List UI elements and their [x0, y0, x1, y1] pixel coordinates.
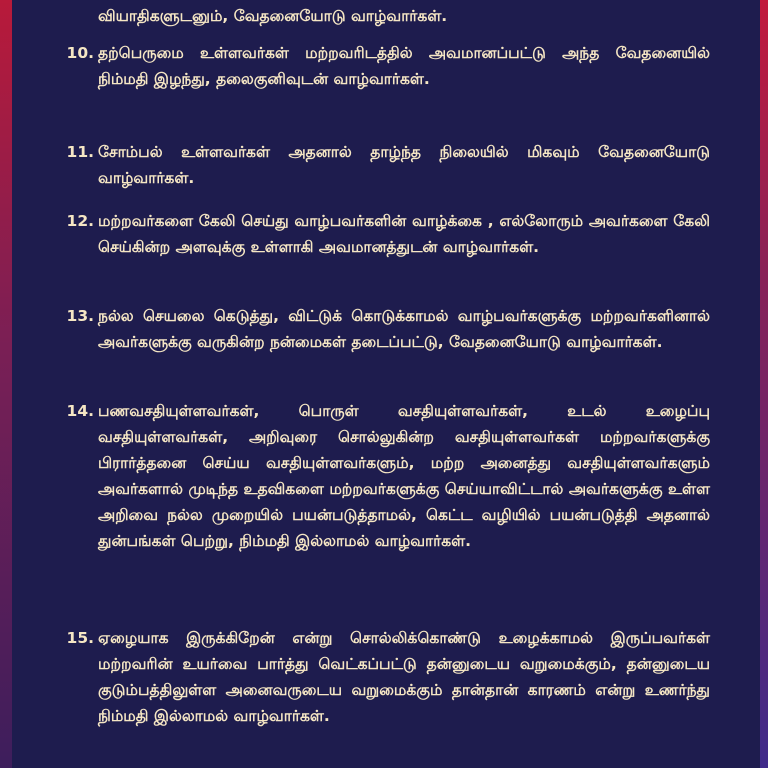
document-body	[58, 0, 710, 768]
item-text: சோம்பல் உள்ளவர்கள் அதனால் தாழ்ந்த நிலையில் மிகவும் வேதனையோடு வாழ்வார்கள்.	[98, 143, 710, 187]
item-number: 12.	[66, 212, 94, 230]
item-number: 15.	[66, 629, 94, 647]
list-item-13	[58, 303, 710, 355]
item-number: 11.	[66, 143, 94, 161]
list-item-15	[58, 625, 710, 729]
item-text: தற்பெருமை உள்ளவர்கள் மற்றவரிடத்தில் அவமானப்பட்டு அந்த வேதனையில் நிம்மதி இழந்து, தலைகுனிவுடன் வாழ்வார்கள்.	[98, 44, 710, 88]
item-text: ஏழையாக இருக்கிறேன் என்று சொல்லிக்கொண்டு உழைக்காமல் இருப்பவர்கள் மற்றவரின் உயர்வை பார்த்து வெட்கப்பட்டு தன்னுடைய வறுமைக்கும், தன்னுடைய குடும்பத்திலுள்ள அனைவருடைய வறுமைக்கும் தான்தான் காரணம் என்று உணர்ந்து நிம்மதி இல்லாமல் வாழ்வார்கள்.	[98, 629, 710, 725]
list-item-12	[58, 208, 710, 260]
continued-line: வியாதிகளுடனும், வேதனையோடு வாழ்வார்கள்.	[98, 7, 448, 25]
item-number: 14.	[66, 402, 94, 420]
left-edge-decoration	[0, 0, 12, 768]
item-text: நல்ல செயலை கெடுத்து, விட்டுக் கொடுக்காமல் வாழ்பவர்களுக்கு மற்றவர்களினால் அவர்களுக்கு வருகின்ற நன்மைகள் தடைப்பட்டு, வேதனையோடு வாழ்வார்கள்.	[98, 307, 710, 351]
item-text: பணவசதியுள்ளவர்கள், பொருள் வசதியுள்ளவர்கள், உடல் உழைப்பு வசதியுள்ளவர்கள், அறிவுரை சொல்லுகின்ற வசதியுள்ளவர்கள் மற்றவர்களுக்கு பிரார்த்தனை செய்ய வசதியுள்ளவர்களும், மற்ற அனைத்து வசதியுள்ளவர்களும் அவர்களால் முடிந்த உதவிகளை மற்றவர்களுக்கு செய்யாவிட்டால் அவர்களுக்கு உள்ள அறிவை நல்ல முறையில் பயன்படுத்தாமல், கெட்ட வழியில் பயன்படுத்தி அதனால் துன்பங்கள் பெற்று, நிம்மதி இல்லாமல் வாழ்வார்கள்.	[98, 402, 710, 550]
list-item-14	[58, 398, 710, 554]
item-number: 10.	[66, 44, 94, 62]
list-item-10	[58, 40, 710, 92]
item-number: 13.	[66, 307, 94, 325]
right-edge-decoration	[760, 0, 768, 768]
item-text: மற்றவர்களை கேலி செய்து வாழ்பவர்களின் வாழ்க்கை , எல்லோரும் அவர்களை கேலி செய்கின்ற அளவுக்கு உள்ளாகி அவமானத்துடன் வாழ்வார்கள்.	[98, 212, 710, 256]
list-item-11	[58, 139, 710, 191]
